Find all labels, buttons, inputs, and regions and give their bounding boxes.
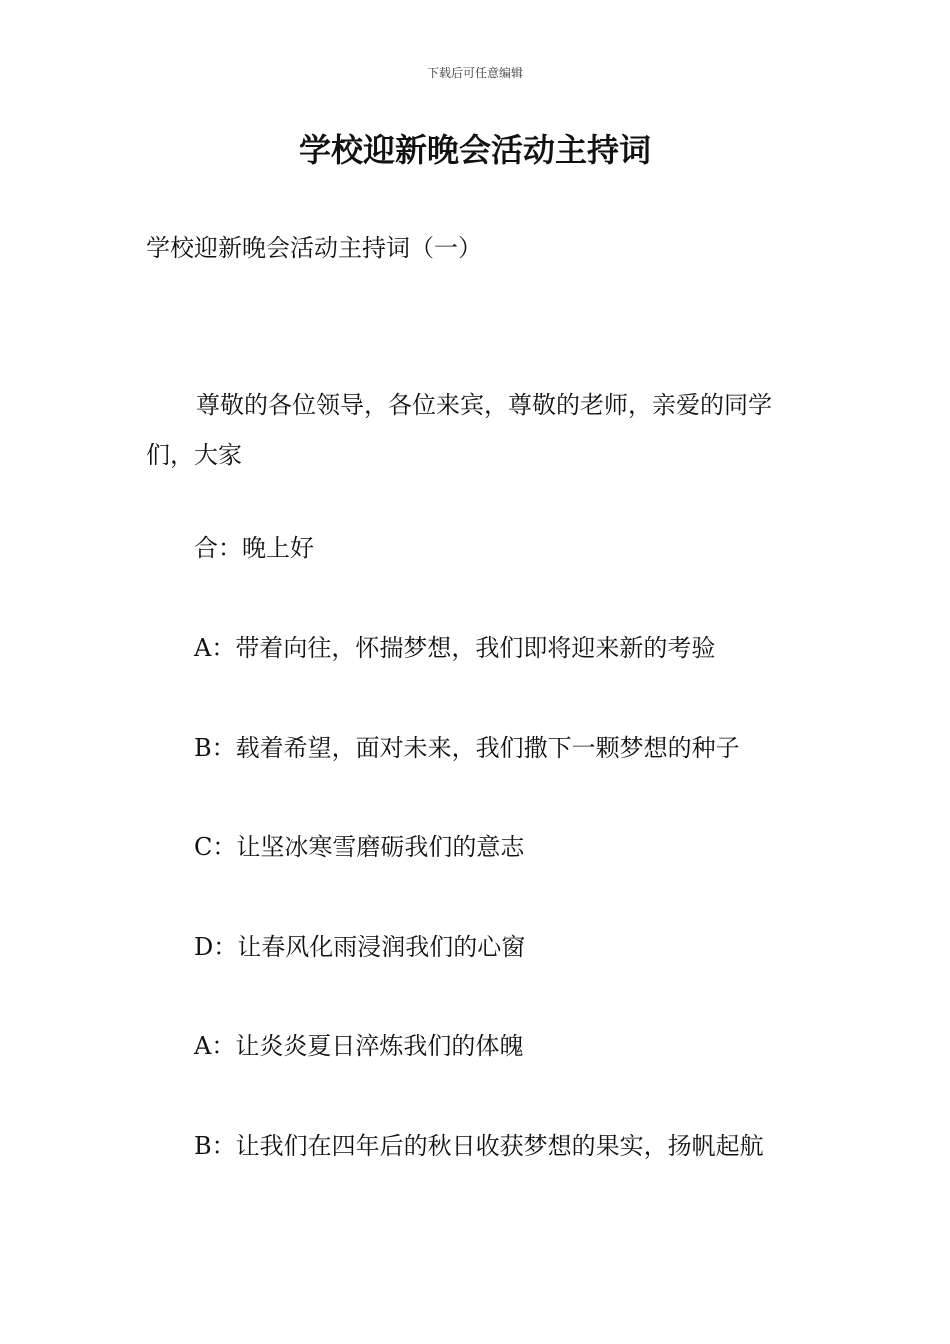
script-line-2: A：带着向往，怀揣梦想，我们即将迎来新的考验 [194, 634, 716, 662]
script-line-5: D：让春风化雨浸润我们的心窗 [194, 933, 526, 961]
script-line-6: A：让炎炎夏日淬炼我们的体魄 [194, 1032, 524, 1060]
script-line-4: C：让坚冰寒雪磨砺我们的意志 [194, 833, 525, 861]
intro-text: 尊敬的各位领导，各位来宾，尊敬的老师，亲爱的同学们，大家 [146, 391, 772, 469]
intro-paragraph [146, 380, 816, 480]
header-note: 下载后可任意编辑 [426, 66, 523, 80]
document-title: 学校迎新晚会活动主持词 [298, 131, 651, 169]
script-line-3: B：载着希望，面对未来，我们撒下一颗梦想的种子 [194, 734, 740, 762]
script-line-7: B：让我们在四年后的秋日收获梦想的果实，扬帆起航 [194, 1132, 764, 1160]
script-line-1: 合：晚上好 [194, 534, 314, 562]
document-subtitle: 学校迎新晚会活动主持词（一） [146, 234, 482, 262]
